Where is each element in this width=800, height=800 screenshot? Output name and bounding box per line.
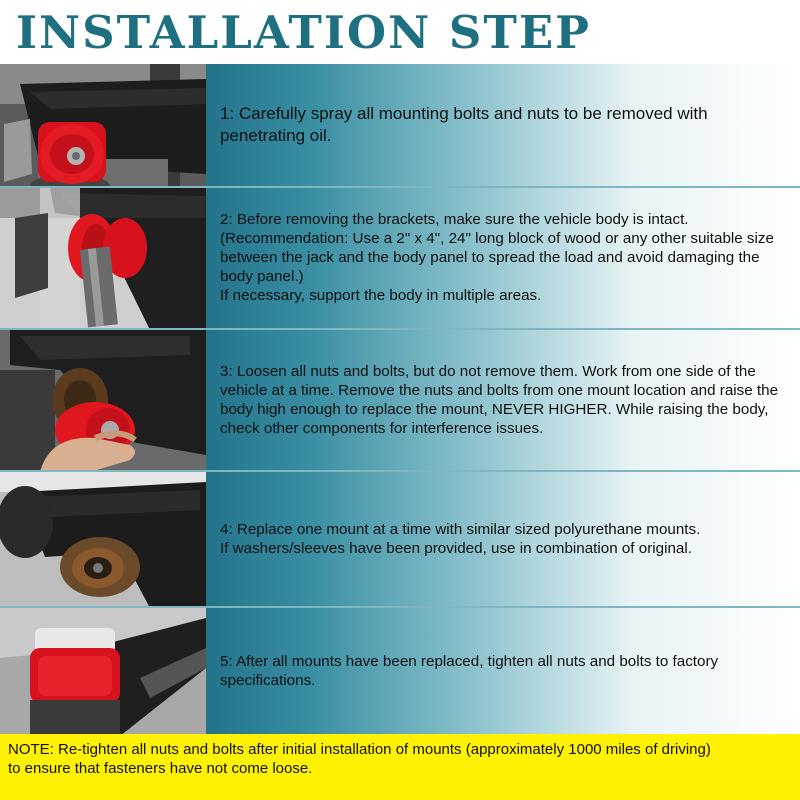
step-2 (0, 186, 800, 328)
page-title: INSTALLATION STEP (16, 5, 592, 59)
step-3-panel (206, 330, 800, 470)
step-3 (0, 328, 800, 470)
step-1 (0, 64, 800, 186)
step-4 (0, 470, 800, 606)
step-2-panel (206, 188, 800, 328)
red-bushing-with-bolt-photo (0, 188, 206, 328)
step-5-panel (206, 608, 800, 734)
step-1-text: 1: Carefully spray all mounting bolts and nuts to be removed with penetrating oil. (220, 104, 708, 145)
step-5-text: 5: After all mounts have been replaced, tighten all nuts and bolts to factory specifications. (220, 653, 719, 689)
step-2-text: 2: Before removing the brackets, make sure the vehicle body is intact. (Recommendation: Use a 2" x 4", 24" long block of wood or any other suitable size between the jack and the body panel to spread the load and avoid damaging the body panel.) If necessary, support the body in multiple areas. (220, 211, 774, 304)
note-banner: NOTE: Re-tighten all nuts and bolts after initial installation of mounts (approximately 1000 miles of driving) to ensure that fasteners have not come loose. (0, 734, 800, 800)
installed-bushing-photo (0, 608, 206, 734)
step-4-panel (206, 472, 800, 606)
hand-installing-bushing-photo (0, 330, 206, 470)
step-1-panel (206, 64, 800, 186)
step-5 (0, 606, 800, 734)
step-4-text: 4: Replace one mount at a time with similar sized polyurethane mounts. If washers/sleeves have been provided, use in combination of original. (220, 521, 701, 557)
step-3-text: 3: Loosen all nuts and bolts, but do not remove them. Work from one side of the vehicle at a time. Remove the nuts and bolts from one mount location and raise the body high enough to replace the mount, NEVER HIGHER. While raising the body, check other components for interference issues. (220, 363, 779, 437)
rusty-mount-photo (0, 472, 206, 606)
red-bushing-photo (0, 64, 206, 186)
